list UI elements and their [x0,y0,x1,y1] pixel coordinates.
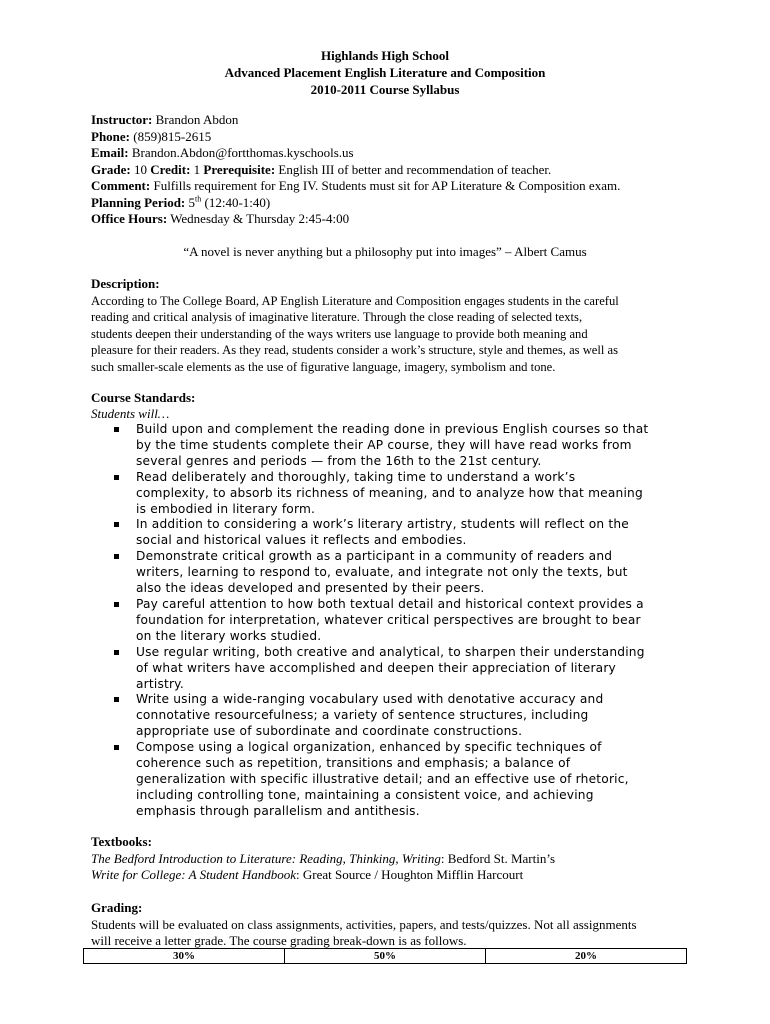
standard-text-line: Read deliberately and thoroughly, taking time to understand a work’s [136,469,576,484]
standards-list [91,422,691,820]
standard-text-line: including controlling tone, maintaining a consistent voice, and achieving [136,787,594,802]
standard-text-line: social and historical values it reflects and embodies. [136,533,467,548]
square-bullet-icon [114,475,119,480]
comment-label: Comment: [91,178,151,193]
textbook-title: The Bedford Introduction to Literature: Reading, Thinking, Writing [91,850,441,866]
textbooks-section [91,834,711,884]
prerequisite-label: Prerequisite: [203,161,276,177]
square-bullet-icon [114,697,119,702]
standard-text-line: artistry. [136,676,184,691]
grade-label: Grade: [91,161,131,177]
grade-value: 10 [133,161,147,177]
office-hours-label: Office Hours: [91,211,168,226]
standard-list-item [91,517,691,549]
course-standards-section [91,390,691,820]
credit-label: Credit: [150,161,191,177]
standard-list-item [91,692,691,740]
grading-breakdown-table [83,948,687,964]
course-info [91,112,711,228]
epigraph-quote: “A novel is never anything but a philosophy put into images” – Albert Camus [183,244,587,259]
standard-text-line: coherence such as repetition, transitions and emphasis; a balance of [136,756,571,771]
standard-text-line: by the time students complete their AP course, they will have read works from [136,437,632,452]
phone-number: (859)815-2615 [133,128,212,144]
office-hours-row [91,211,711,228]
school-name: Highlands High School [321,48,449,63]
standard-text-line: several genres and periods — from the 16th to the 21st century. [136,453,542,468]
grading-title: Grading: [91,900,143,915]
textbooks-title: Textbooks: [91,834,152,849]
document-header [0,47,770,98]
planning-suffix: th [195,194,202,204]
square-bullet-icon [114,522,119,527]
standard-text-line: also the ideas developed and presented by their peers. [136,581,485,596]
description-line: such smaller-scale elements as the use of figurative language, imagery, symbolism and tone. [91,359,556,374]
email-address: Brandon.Abdon@fortthomas.kyschools.us [131,145,354,160]
standard-text-line: Compose using a logical organization, enhanced by specific techniques of [136,740,602,755]
standard-list-item [91,645,691,693]
syllabus-title: 2010-2011 Course Syllabus [310,82,460,97]
grading-section [91,900,691,950]
prerequisite-value: English III of better and recommendation of teacher. [278,161,552,177]
email-label: Email: [91,145,129,160]
grade-weight-cell: 50% [285,949,486,964]
square-bullet-icon [114,554,119,559]
standard-text-line: Use regular writing, both creative and analytical, to sharpen their understanding [136,644,645,659]
square-bullet-icon [114,745,119,750]
standard-text-line: of what writers have accomplished and deepen their appreciation of literary [136,660,616,675]
standards-intro: Students will… [91,406,170,421]
grade-weight-cell: 30% [84,949,285,964]
standard-list-item [91,740,691,820]
planning-time: (12:40-1:40) [204,194,271,210]
comment-row [91,178,711,195]
square-bullet-icon [114,602,119,607]
planning-number: 5 [188,194,196,210]
square-bullet-icon [114,650,119,655]
email-row [91,145,711,162]
credit-value: 1 [193,161,201,177]
instructor-name: Brandon Abdon [155,112,239,127]
standard-text-line: Build upon and complement the reading done in previous English courses so that [136,422,649,436]
standard-text-line: In addition to considering a work’s literary artistry, students will reflect on the [136,517,629,532]
description-line: pleasure for their readers. As they read, students consider a work’s structure, style and themes, as well as [91,343,619,357]
grading-text-line: will receive a letter grade. The course grading break-down is as follows. [91,933,467,948]
standards-title: Course Standards: [91,390,196,405]
standard-text-line: writers, learning to respond to, evaluate, and integrate not only the texts, but [136,565,628,580]
standard-text-line: on the literary works studied. [136,628,322,643]
textbook-publisher: : Bedford St. Martin’s [440,850,556,866]
description-body [91,293,681,376]
standard-text-line: Pay careful attention to how both textual detail and historical context provides a [136,596,644,611]
grading-text-line: Students will be evaluated on class assignments, activities, papers, and tests/quizzes. Not all assignments [91,916,637,932]
standard-text-line: complexity, to absorb its richness of meaning, and to analyze how that meaning [136,485,643,500]
description-line: reading and critical analysis of imaginative literature. Through the close reading of selected texts, [91,310,583,324]
phone-row [91,129,711,146]
standard-text-line: emphasis through parallelism and antithesis. [136,803,420,818]
description-line: students deepen their understanding of the ways writers use language to provide both meaning and [91,326,588,341]
course-title: Advanced Placement English Literature and Composition [224,65,546,80]
phone-label: Phone: [91,128,130,144]
description-line: According to The College Board, AP English Literature and Composition engages students in the careful [91,293,619,308]
standard-text-line: Demonstrate critical growth as a participant in a community of readers and [136,549,613,564]
table-row [84,949,687,964]
textbook-publisher: : Great Source / Houghton Mifflin Harcourt [295,867,524,882]
standard-text-line: connotative resourcefulness; a variety of sentence structures, including [136,708,589,723]
standard-list-item [91,422,691,470]
instructor-label: Instructor: [91,112,153,127]
standard-text-line: foundation for interpretation, whatever critical perspectives are brought to bear [136,612,641,627]
office-hours-value: Wednesday & Thursday 2:45-4:00 [170,211,350,226]
standard-list-item [91,470,691,518]
textbook-item [91,867,711,884]
planning-row [91,195,711,212]
standard-text-line: appropriate use of subordinate and coordinate constructions. [136,724,523,739]
standard-text-line: Write using a wide-ranging vocabulary used with denotative accuracy and [136,692,604,707]
textbook-title: Write for College: A Student Handbook [91,867,296,882]
planning-label: Planning Period: [91,194,186,210]
standard-list-item [91,597,691,645]
description-section [91,276,681,375]
description-title: Description: [91,276,160,291]
comment-value: Fulfills requirement for Eng IV. Students must sit for AP Literature & Composition exam. [153,178,621,193]
standard-list-item [91,549,691,597]
square-bullet-icon [114,427,119,432]
grade-weight-cell: 20% [486,949,687,964]
grade-row [91,162,711,179]
standard-text-line: generalization with specific illustrative detail; and an effective use of rhetoric, [136,771,629,786]
instructor-row [91,112,711,129]
textbook-item [91,851,711,868]
standard-text-line: is embodied in literary form. [136,501,316,516]
